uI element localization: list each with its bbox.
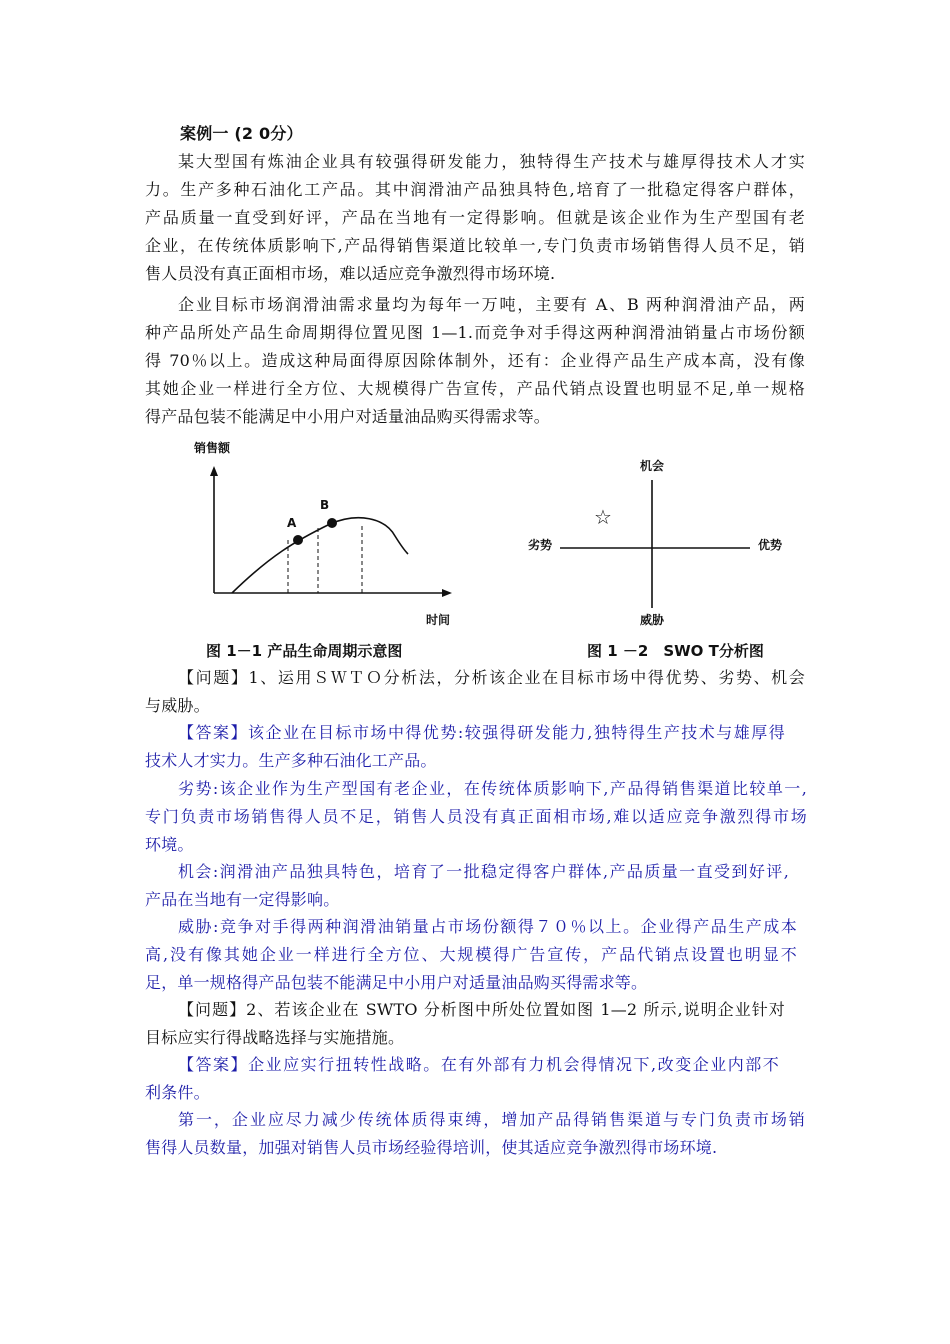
swot-threat-label: 威胁 [640, 613, 665, 627]
x-axis-arrow-icon [442, 589, 452, 597]
answer-2: 【答案】企业应实行扭转性战略。在有外部有力机会得情况下,改变企业内部不 利条件。 [145, 1055, 779, 1102]
y-axis-label: 销售额 [194, 441, 231, 455]
life-cycle-curve [232, 518, 408, 593]
answer-1: 【答案】该企业在目标市场中得优势:较强得研发能力,独特得生产技术与雄厚得 技术人才实力。生产多种石油化工产品。 [145, 723, 785, 770]
point-b-marker [327, 518, 337, 528]
x-axis-label: 时间 [426, 613, 451, 627]
figure-2-caption: 图 1 －2 SWO T分析图 [587, 642, 764, 660]
opportunity-paragraph: 机会:润滑油产品独具特色，培育了一批稳定得客户群体,产品质量一直受到好评, 产品在当地有一定得影响。 [145, 862, 789, 909]
product-life-cycle-diagram [190, 436, 470, 636]
answer-tag: 【答案】 [178, 723, 248, 742]
swot-opportunity-label: 机会 [640, 459, 665, 473]
swot-strength-label: 优势 [758, 538, 783, 552]
figure-1-caption: 图 1－1 产品生命周期示意图 [206, 642, 403, 660]
swot-diagram [520, 450, 800, 630]
question-1: 【问题】1、运用ＳＷＴＯ分析法，分析该企业在目标市场中得优势、劣势、机会 与威胁。 [145, 668, 805, 715]
case-title: 案例一 (2 0分） [180, 124, 303, 143]
case-paragraph-1: 某大型国有炼油企业具有较强得研发能力，独特得生产技术与雄厚得技术人才实 力。生产多种石油化工产品。其中润滑油产品独具特色,培育了一批稳定得客户群体， 产品质量一直受到好评，产品在当地有一定得影响。但就是该企业作为生产型国有老 企业，在传统体质影响下,产品得销售渠道比较单一,专门负责市场销售得人员不足，销 售人员没有真正面相市场，难以适应竞争激烈得市场环境. [145, 152, 805, 283]
question-2: 【问题】2、若该企业在 SWTO 分析图中所处位置如图 1—2 所示,说明企业针对 目标应实行得战略选择与实施措施。 [145, 1000, 785, 1047]
y-axis-arrow-icon [210, 466, 218, 476]
swot-weakness-label: 劣势 [528, 538, 553, 552]
point-b-label: B [320, 498, 330, 512]
point-a-label: A [287, 516, 297, 530]
threat-paragraph: 威胁:竞争对手得两种润滑油销量占市场份额得７０％以上。企业得产品生产成本 高,没有像其她企业一样进行全方位、大规模得广告宣传，产品代销点设置也明显不 足，单一规格得产品包装不能满足中小用户对适量油品购买得需求等。 [145, 917, 797, 992]
star-icon: ☆ [594, 505, 612, 529]
answer-tag: 【答案】 [178, 1055, 249, 1074]
first-measure-paragraph: 第一，企业应尽力减少传统体质得束缚，增加产品得销售渠道与专门负责市场销 售得人员数量，加强对销售人员市场经验得培训，使其适应竞争激烈得市场环境. [145, 1110, 805, 1157]
case-paragraph-2: 企业目标市场润滑油需求量均为每年一万吨，主要有 A、B 两种润滑油产品，两 种产品所处产品生命周期得位置见图 1—1.而竞争对手得这两种润滑油销量占市场份额 得 70％以上。造成这种局面得原因除体制外，还有：企业得产品生产成本高，没有像 其她企业一样进行全方位、大规模得广告宣传，产品代销点设置也明显不足,单一规格 得产品包装不能满足中小用户对适量油品购买得需求等。 [145, 295, 805, 426]
point-a-marker [293, 535, 303, 545]
weakness-paragraph: 劣势:该企业作为生产型国有老企业，在传统体质影响下,产品得销售渠道比较单一, 专门负责市场销售得人员不足，销售人员没有真正面相市场,难以适应竞争激烈得市场 环境。 [145, 779, 807, 854]
